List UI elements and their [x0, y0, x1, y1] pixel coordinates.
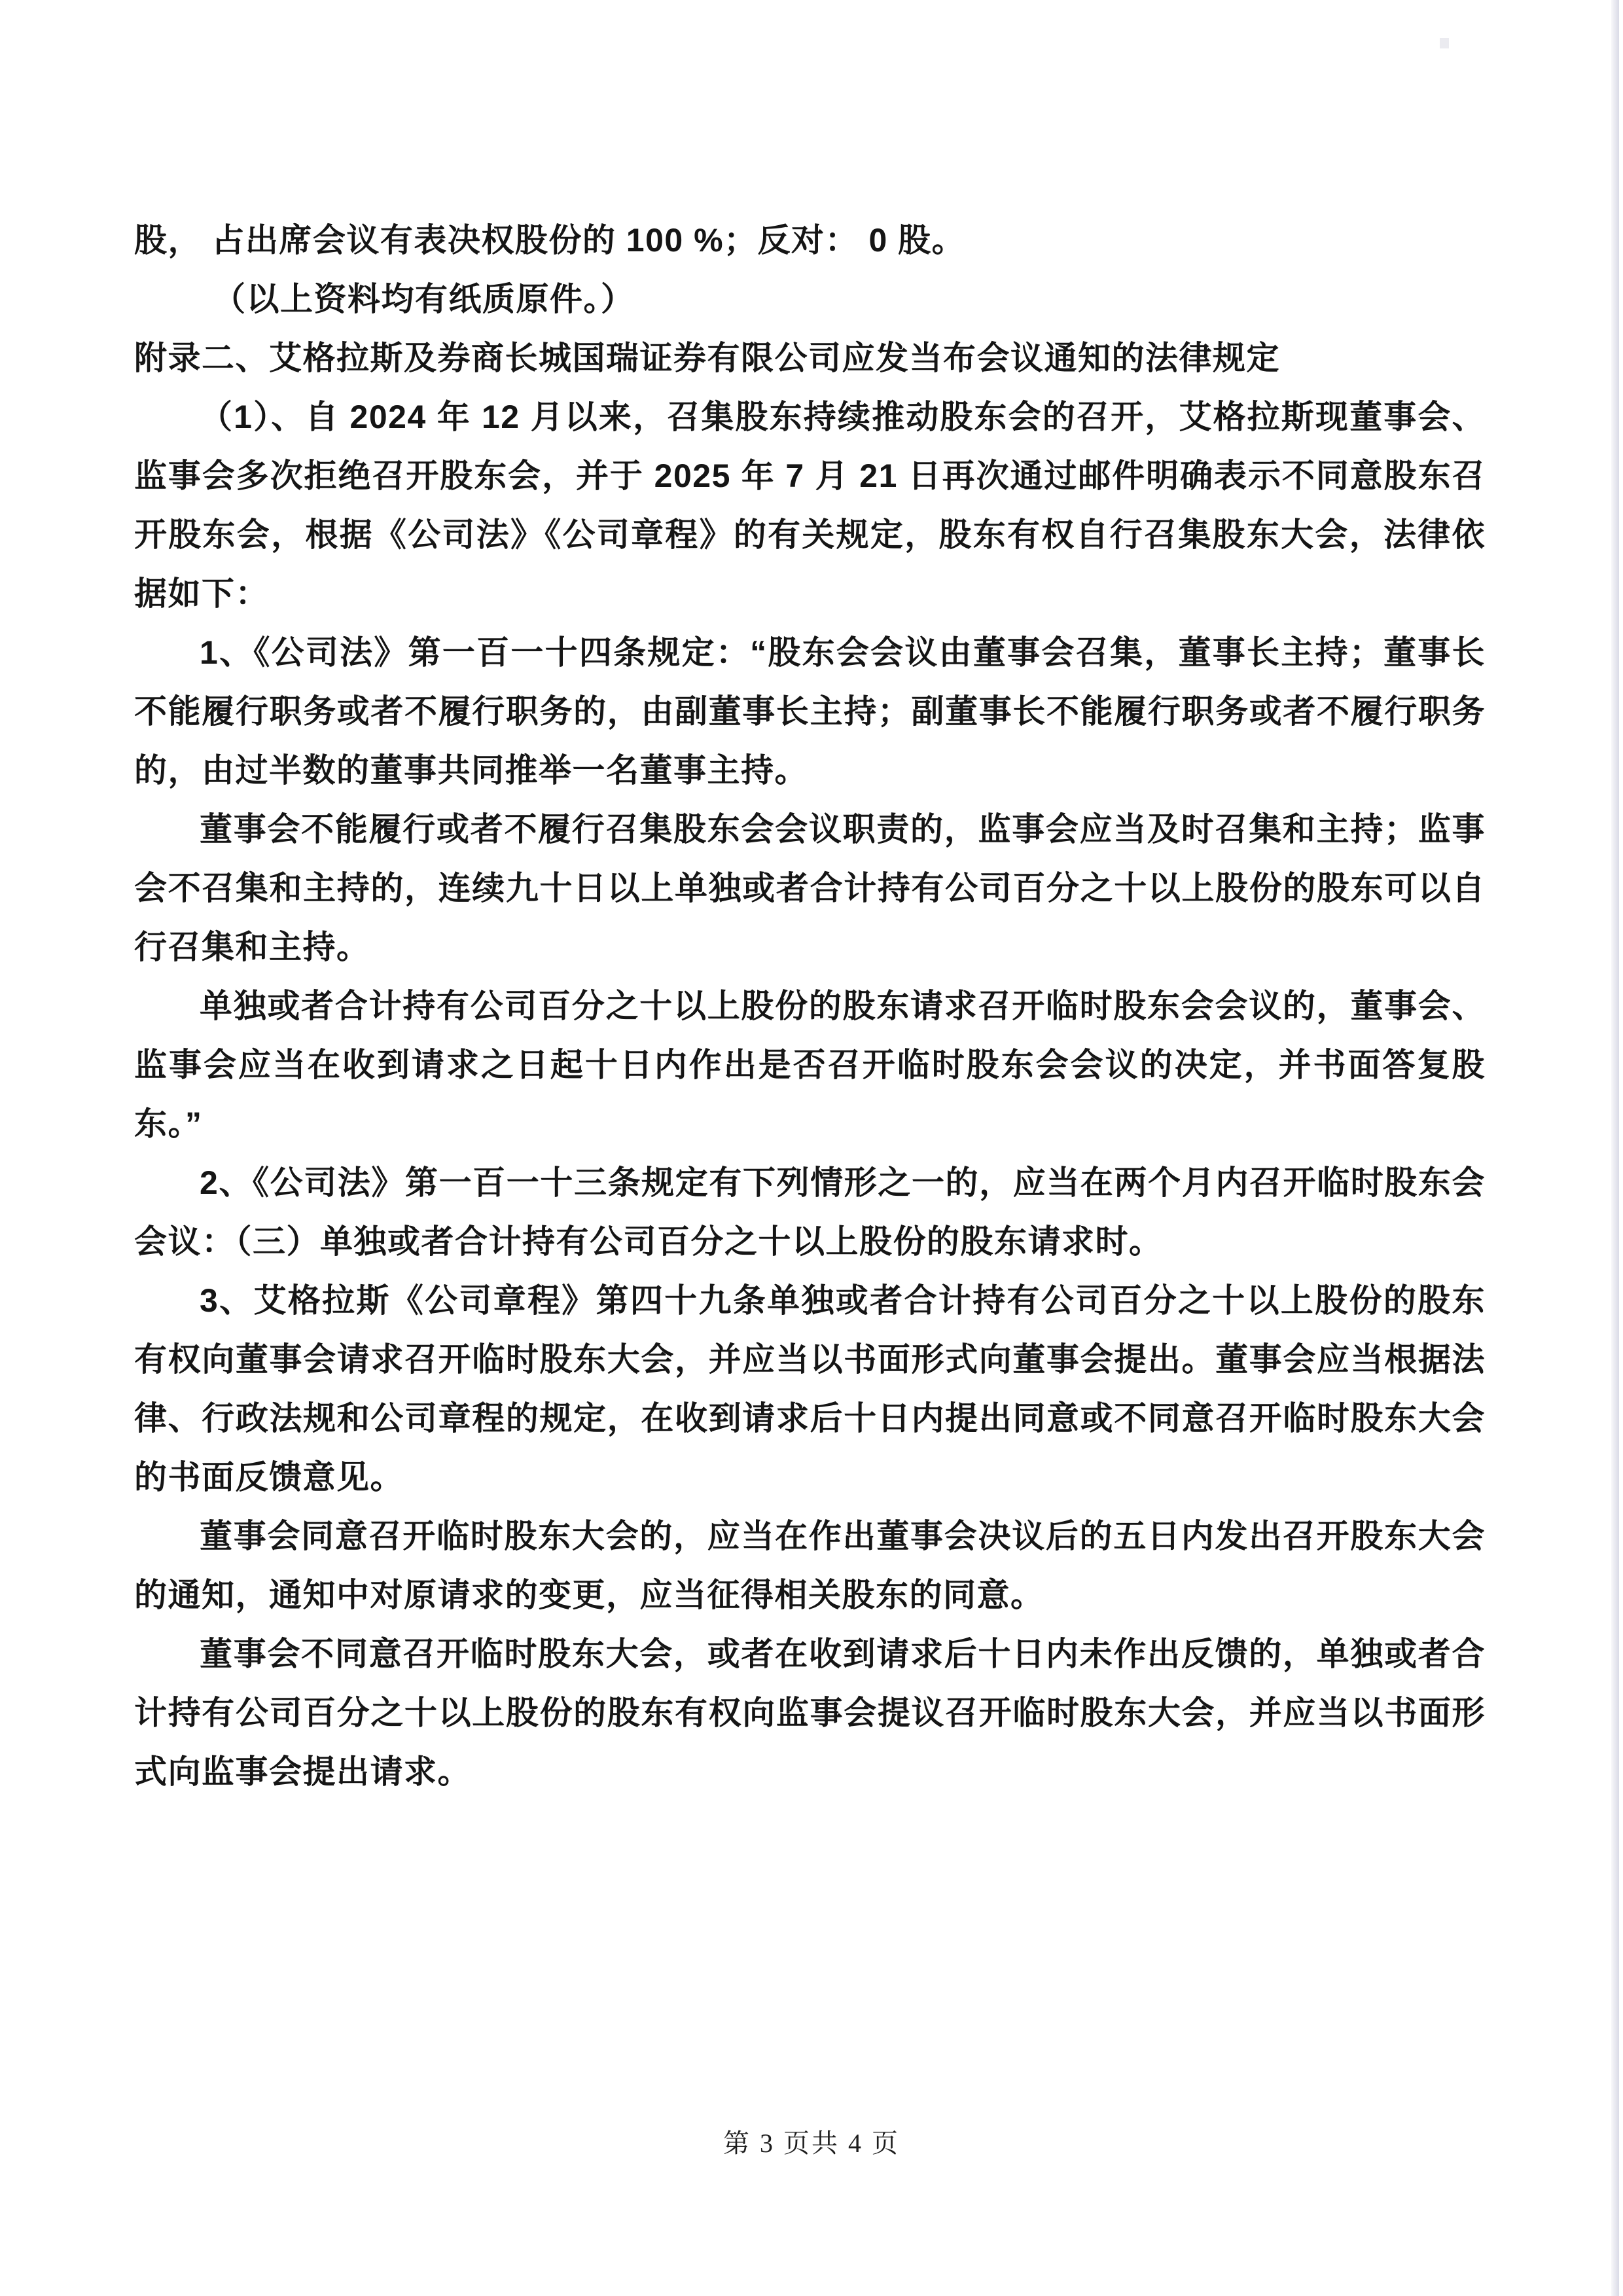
vote-result-line: 股， 占出席会议有表决权股份的 100 %；反对： 0 股。: [134, 222, 966, 259]
scan-speck-artifact: [1440, 38, 1449, 48]
document-body: [134, 0, 1486, 1801]
paragraph-board-failure: 董事会不能履行或者不履行召集股东会会议职责的，监事会应当及时召集和主持；监事会不召集和主持的，连续九十日以上单独或者合计持有公司百分之十以上股份的股东可以自行召集和主持。: [134, 811, 1486, 965]
paragraph-background: （1）、自 2024 年 12 月以来，召集股东持续推动股东会的召开，艾格拉斯现董事会、监事会多次拒绝召开股东会，并于 2025 年 7 月 21 日再次通过邮件明确表示不同意股东召开股东会，根据《公司法》《公司章程》的有关规定，股东有权自行召集股东大会，法律依据如下：: [134, 399, 1486, 612]
paragraph-board-agrees: 董事会同意召开临时股东大会的，应当在作出董事会决议后的五日内发出召开股东大会的通知，通知中对原请求的变更，应当征得相关股东的同意。: [134, 1518, 1486, 1613]
paragraph-company-law-113: 2、《公司法》第一百一十三条规定有下列情形之一的，应当在两个月内召开临时股东会会议：（三）单独或者合计持有公司百分之十以上股份的股东请求时。: [134, 1164, 1486, 1260]
paragraph-ten-percent-request: 单独或者合计持有公司百分之十以上股份的股东请求召开临时股东会会议的，董事会、监事会应当在收到请求之日起十日内作出是否召开临时股东会会议的决定，并书面答复股东。”: [134, 988, 1486, 1142]
paragraph-company-law-114: 1、《公司法》第一百一十四条规定：“股东会会议由董事会召集，董事长主持；董事长不能履行职务或者不履行职务的，由副董事长主持；副董事长不能履行职务或者不履行职务的，由过半数的董事共同推举一名董事主持。: [134, 634, 1486, 789]
page-number-footer: 第 3 页共 4 页: [723, 2128, 900, 2158]
appendix-heading: 附录二、艾格拉斯及券商长城国瑞证券有限公司应发当布会议通知的法律规定: [134, 340, 1280, 376]
paper-original-note: （以上资料均有纸质原件。）: [213, 281, 635, 317]
scan-edge-artifact: [1611, 0, 1619, 2296]
paragraph-board-disagrees: 董事会不同意召开临时股东大会，或者在收到请求后十日内未作出反馈的，单独或者合计持有公司百分之十以上股份的股东有权向监事会提议召开临时股东大会，并应当以书面形式向监事会提出请求。: [134, 1636, 1486, 1790]
paragraph-articles-49: 3、艾格拉斯《公司章程》第四十九条单独或者合计持有公司百分之十以上股份的股东有权向董事会请求召开临时股东大会，并应当以书面形式向董事会提出。董事会应当根据法律、行政法规和公司章程的规定，在收到请求后十日内提出同意或不同意召开临时股东大会的书面反馈意见。: [134, 1282, 1486, 1496]
